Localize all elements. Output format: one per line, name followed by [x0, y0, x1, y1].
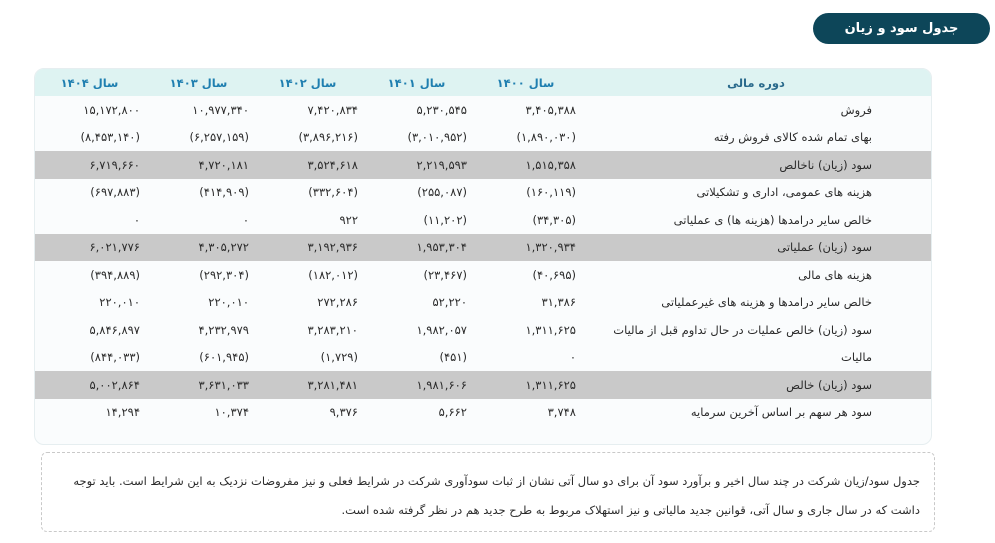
row-label: هزینه های عمومی، اداری و تشکیلاتی: [696, 185, 872, 200]
table-row: [35, 96, 932, 124]
table-header-row: [35, 69, 932, 96]
cell-value: ۷,۴۲۰,۸۳۴: [307, 102, 358, 117]
cell-value: ۴,۷۲۰,۱۸۱: [198, 157, 249, 172]
cell-value: ۳۱,۳۸۶: [541, 295, 576, 310]
row-label: هزینه های مالی: [798, 267, 872, 282]
row-label: سود (زیان) عملیاتی: [777, 240, 872, 255]
cell-value: (۶۰۱,۹۴۵): [199, 350, 249, 365]
cell-value: ۱,۹۸۲,۰۵۷: [416, 322, 467, 337]
table-row: [35, 344, 932, 372]
explanatory-note: جدول سود/زیان شرکت در چند سال اخیر و برآورد سود آن برای دو سال آتی نشان از ثبات سودآوری شرکت در شرایط فعلی و نیز مفروضات نزدیک به این شرایط است. باید توجه داشت که در سال جاری و سال آتی، قوانین جدید مالیاتی و نیز استهلاک مربوط به طرح جدید هم در نظر گرفته شده است.: [41, 452, 935, 532]
cell-value: ۴,۲۳۲,۹۷۹: [198, 322, 249, 337]
cell-value: ۱۰,۹۷۷,۳۴۰: [192, 102, 249, 117]
cell-value: (۶۹۷,۸۸۳): [90, 185, 140, 200]
cell-value: ۱,۳۱۱,۶۲۵: [525, 377, 576, 392]
cell-value: ۳,۵۲۴,۶۱۸: [307, 157, 358, 172]
cell-value: ۶,۰۲۱,۷۷۶: [89, 240, 140, 255]
table-row: [35, 151, 932, 179]
cell-value: (۳۹۴,۸۸۹): [90, 267, 140, 282]
cell-value: ۱۵,۱۷۲,۸۰۰: [83, 102, 140, 117]
cell-value: ۲,۲۱۹,۵۹۳: [416, 157, 467, 172]
cell-value: ۵,۲۳۰,۵۴۵: [416, 102, 467, 117]
cell-value: (۳,۰۱۰,۹۵۲): [407, 130, 467, 145]
table-row: [35, 179, 932, 207]
cell-value: ۳,۲۸۱,۴۸۱: [307, 377, 358, 392]
row-label: سود (زیان) خالص عملیات در حال تداوم قبل از مالیات: [613, 322, 872, 337]
cell-value: (۱۸۲,۰۱۲): [308, 267, 358, 282]
cell-value: ۵,۸۴۶,۸۹۷: [89, 322, 140, 337]
cell-value: ۳,۲۸۳,۲۱۰: [307, 322, 358, 337]
cell-value: ۱,۵۱۵,۳۵۸: [525, 157, 576, 172]
cell-value: ۵۲,۲۲۰: [432, 295, 467, 310]
cell-value: (۴۵۱): [439, 350, 467, 365]
table-row: [35, 261, 932, 289]
column-header-1401: سال ۱۴۰۱: [387, 75, 446, 90]
row-label: سود (زیان) ناخالص: [779, 157, 872, 172]
cell-value: (۳۳۲,۶۰۴): [308, 185, 358, 200]
profit-loss-table: [35, 69, 932, 426]
cell-value: (۸۴۴,۰۳۳): [90, 350, 140, 365]
row-label: بهای تمام شده کالای فروش رفته: [713, 130, 872, 145]
row-label: خالص سایر درامدها و هزینه های غیرعملیاتی: [661, 295, 872, 310]
cell-value: (۴۰,۶۹۵): [532, 267, 576, 282]
column-header-1402: سال ۱۴۰۲: [278, 75, 337, 90]
cell-value: ۱,۹۸۱,۶۰۶: [416, 377, 467, 392]
cell-value: ۱,۹۵۳,۳۰۴: [416, 240, 467, 255]
row-label: مالیات: [841, 350, 872, 365]
cell-value: (۸,۴۵۳,۱۴۰): [80, 130, 140, 145]
cell-value: (۱,۸۹۰,۰۳۰): [516, 130, 576, 145]
cell-value: ۰: [569, 350, 576, 365]
cell-value: (۶,۲۵۷,۱۵۹): [189, 130, 249, 145]
cell-value: ۱۰,۳۷۴: [214, 405, 249, 420]
cell-value: ۲۲۰,۰۱۰: [99, 295, 140, 310]
cell-value: (۱۱,۲۰۲): [423, 212, 467, 227]
cell-value: ۳,۷۴۸: [547, 405, 576, 420]
cell-value: ۲۷۲,۲۸۶: [317, 295, 358, 310]
table-row: [35, 206, 932, 234]
cell-value: ۴,۳۰۵,۲۷۲: [198, 240, 249, 255]
cell-value: (۱,۷۲۹): [320, 350, 358, 365]
cell-value: ۵,۶۶۲: [438, 405, 467, 420]
column-header-1403: سال ۱۴۰۳: [169, 75, 228, 90]
column-header-1404: سال ۱۴۰۴: [60, 75, 119, 90]
cell-value: (۳۴,۳۰۵): [532, 212, 576, 227]
column-header-1400: سال ۱۴۰۰: [496, 75, 555, 90]
cell-value: ۲۲۰,۰۱۰: [208, 295, 249, 310]
table-row: [35, 371, 932, 399]
table-row: [35, 234, 932, 262]
cell-value: (۱۶۰,۱۱۹): [526, 185, 576, 200]
cell-value: ۳,۴۰۵,۳۸۸: [525, 102, 576, 117]
table-row: [35, 124, 932, 152]
cell-value: ۹,۳۷۶: [329, 405, 358, 420]
column-header-period: دوره مالی: [727, 75, 785, 90]
cell-value: (۲۵۵,۰۸۷): [417, 185, 467, 200]
cell-value: (۲۳,۴۶۷): [423, 267, 467, 282]
cell-value: (۳,۸۹۶,۲۱۶): [298, 130, 358, 145]
table-row: [35, 399, 932, 427]
cell-value: ۱,۳۲۰,۹۳۴: [525, 240, 576, 255]
cell-value: ۰: [242, 212, 249, 227]
profit-loss-table-card: [34, 68, 932, 445]
page-title: جدول سود و زیان: [813, 13, 990, 44]
row-label: سود هر سهم بر اساس آخرین سرمایه: [690, 405, 872, 420]
cell-value: (۲۹۲,۳۰۴): [199, 267, 249, 282]
row-label: فروش: [840, 102, 872, 117]
cell-value: ۹۲۲: [339, 212, 358, 227]
table-row: [35, 316, 932, 344]
cell-value: ۰: [133, 212, 140, 227]
row-label: خالص سایر درامدها (هزینه ها) ی عملیاتی: [673, 212, 872, 227]
table-row: [35, 289, 932, 317]
cell-value: ۵,۰۰۲,۸۶۴: [89, 377, 140, 392]
cell-value: ۳,۶۳۱,۰۳۳: [198, 377, 249, 392]
cell-value: ۳,۱۹۲,۹۳۶: [307, 240, 358, 255]
row-label: سود (زیان) خالص: [786, 377, 872, 392]
cell-value: (۴۱۴,۹۰۹): [199, 185, 249, 200]
cell-value: ۶,۷۱۹,۶۶۰: [89, 157, 140, 172]
cell-value: ۱,۳۱۱,۶۲۵: [525, 322, 576, 337]
cell-value: ۱۴,۲۹۴: [105, 405, 140, 420]
